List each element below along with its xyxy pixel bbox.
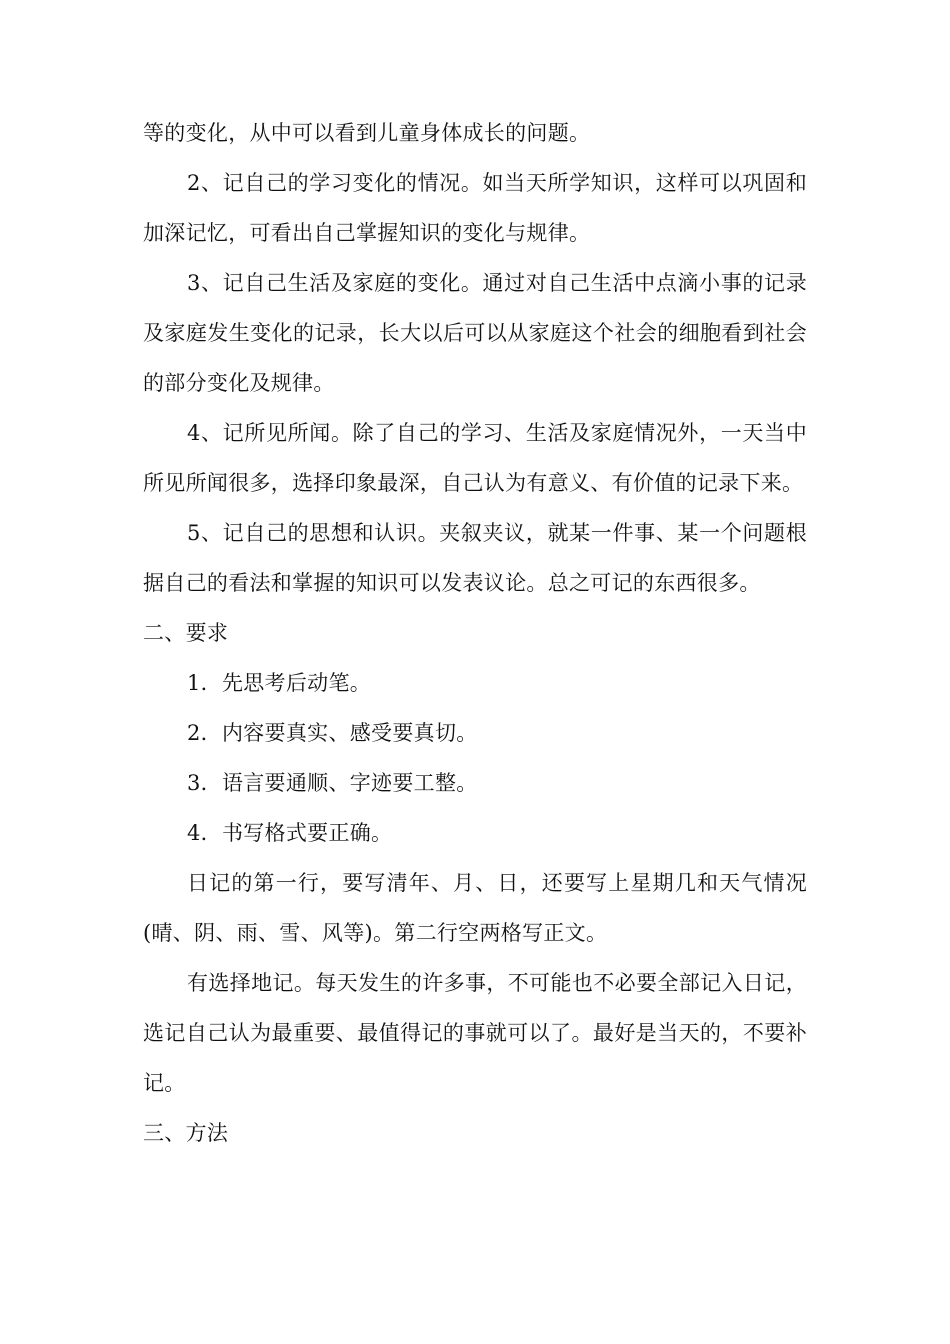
section-heading-methods: 三、方法: [143, 1121, 229, 1145]
requirement-item-3: 3．语言要通顺、字迹要工整。: [187, 771, 478, 795]
requirement-item-1: 1．先思考后动笔。: [187, 671, 372, 695]
paragraph-item-3: 3、记自己生活及家庭的变化。通过对自己生活中点滴小事的记录及家庭发生变化的记录，长大以后可以从家庭这个社会的细胞看到社会的部分变化及规律。: [143, 271, 807, 395]
paragraph-item-4: 4、记所见所闻。除了自己的学习、生活及家庭情况外，一天当中所见所闻很多，选择印象最深，自己认为有意义、有价值的记录下来。: [143, 421, 807, 495]
paragraph-selection-note: 有选择地记。每天发生的许多事，不可能也不必要全部记入日记，选记自己认为最重要、最值得记的事就可以了。最好是当天的，不要补记。: [143, 971, 807, 1095]
section-heading-requirements: 二、要求: [143, 621, 229, 645]
paragraph-item-5: 5、记自己的思想和认识。夹叙夹议，就某一件事、某一个问题根据自己的看法和掌握的知识可以发表议论。总之可记的东西很多。: [143, 521, 807, 595]
paragraph-item-2: 2、记自己的学习变化的情况。如当天所学知识，这样可以巩固和加深记忆，可看出自己掌握知识的变化与规律。: [143, 171, 807, 245]
requirement-item-4: 4．书写格式要正确。: [187, 821, 393, 845]
paragraph-format-note: 日记的第一行，要写清年、月、日，还要写上星期几和天气情况(晴、阴、雨、雪、风等)。第二行空两格写正文。: [143, 871, 807, 945]
requirement-item-2: 2．内容要真实、感受要真切。: [187, 721, 478, 745]
document-body: [143, 108, 807, 1158]
paragraph-continuation: 等的变化，从中可以看到儿童身体成长的问题。: [143, 121, 591, 145]
